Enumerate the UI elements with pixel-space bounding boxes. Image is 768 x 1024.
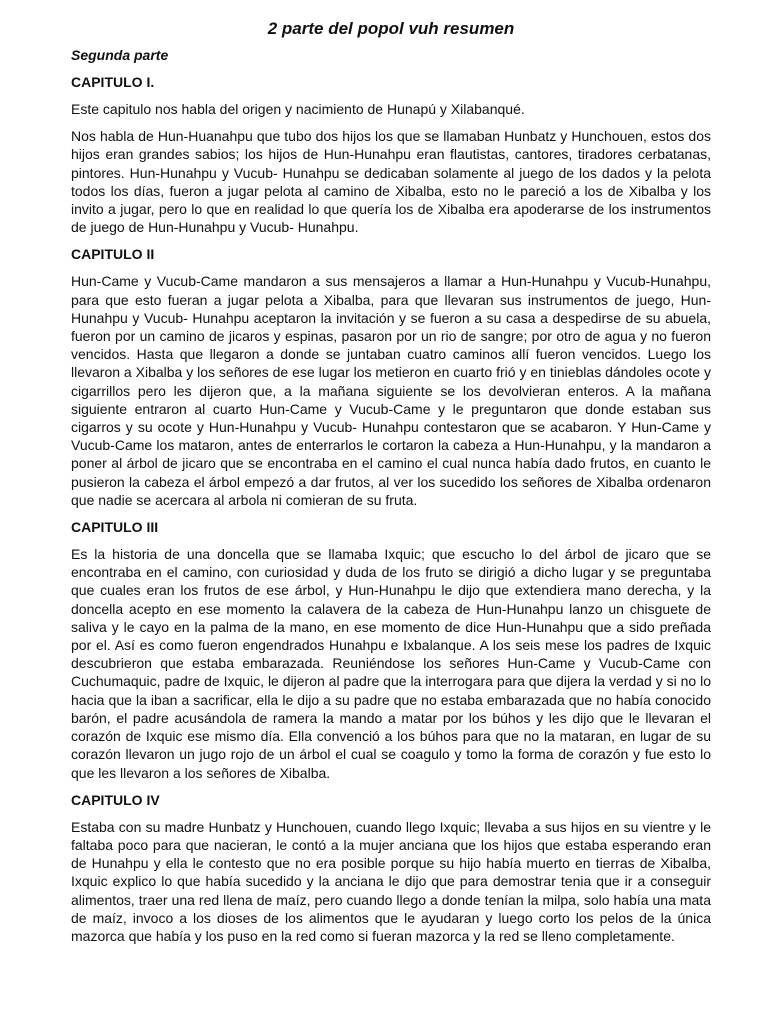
chapter-paragraph: Es la historia de una doncella que se llamaba Ixquic; que escucho lo del árbol de jicaro que se encontraba en el camino, con curiosidad y duda de los fruto se dirigió a dicho lugar y se preguntaba que cuales eran los frutos de ese árbol, y Hun-Hunahpu le dijo que extendiera mano derecha, y la doncella acepto en ese momento la calavera de la cabeza de Hun-Hunahpu lanzo un chisguete de saliva y le cayo en la palma de la mano, en ese momento de dice Hun-Hunahpu que a sido preñada por el. Así es como fueron engendrados Hunahpu e Ixbalanque. A los seis mese los padres de Ixquic descubrieron que estaba embarazada. Reuniéndose los señores Hun-Came y Vucub-Came con Cuchumaquic, padre de Ixquic, le dijeron al padre que la interrogara para que dijera la verdad y si no lo hacia que la iban a sacrificar, ella le dijo a su padre que no estaba embarazada que no había conocido barón, el padre acusándola de ramera la mando a matar por los búhos y les dijo que le llevaran el corazón de Ixquic ese mismo día. Ella convenció a los búhos para que no la mataran, en lugar de su corazón llevaron un jugo rojo de un árbol el cual se coagulo y tomo la forma de corazón y fue esto lo que les llevaron a los señores de Xibalba.	[71, 546, 711, 781]
document-page	[71, 18, 711, 954]
document-title: 2 parte del popol vuh resumen	[267, 19, 515, 38]
chapter-heading: CAPITULO IV	[71, 791, 160, 808]
chapter-heading: CAPITULO II	[71, 246, 155, 263]
chapter-2	[71, 245, 711, 509]
chapter-heading: CAPITULO I.	[71, 74, 155, 90]
chapter-paragraph: Hun-Came y Vucub-Came mandaron a sus mensajeros a llamar a Hun-Hunahpu y Vucub-Hunahpu, para que esto fueran a jugar pelota a Xibalba, para que llevaran sus instrumentos de juego, Hun-Hunahpu y Vucub- Hunahpu aceptaron la invitación y se fueron a su casa a despedirse de su abuela, fueron por un camino de jicaros y espinas, pasaron por un rio de sangre; por otro de agua y no fueron vencidos. Hasta que llegaron a donde se juntaban cuatro caminos allí fueron vencidos. Luego los llevaron a Xibalba y los señores de ese lugar los metieron en cuarto frió y en tinieblas dándoles ocote y cigarrillos pero les dijeron que, a la mañana siguiente se los devolvieran enteros. A la mañana siguiente entraron al cuarto Hun-Came y Vucub-Came y le preguntaron que donde estaban sus cigarros y su ocote y Hun-Hunahpu y Vucub- Hunahpu contestaron que se acabaron. Y Hun-Came y Vucub-Came los mataron, antes de enterrarlos le cortaron la cabeza a Hun-Hunahpu, y la mandaron a poner al árbol de jicaro que se encontraba en el camino el cual nunca había dado frutos, en cuanto le pusieron la cabeza el árbol empezó a dar frutos, al ver los sucedido los señores de Xibalba ordenaron que nadie se acercara al arbola ni comieran de su fruta.	[71, 273, 711, 508]
chapter-4	[71, 791, 711, 945]
chapter-3	[71, 518, 711, 782]
chapter-1	[71, 73, 711, 236]
chapter-heading: CAPITULO III	[71, 519, 159, 536]
chapter-paragraph: Nos habla de Hun-Huanahpu que tubo dos hijos los que se llamaban Hunbatz y Hunchouen, estos dos hijos eran grandes sabios; los hijos de Hun-Hunahpu eran flautistas, cantores, tiradores cerbatanas, pintores. Hun-Hunahpu y Vucub- Hunahpu se dedicaban solamente al juego de los dados y la pelota todos los días, fueron a jugar pelota al camino de Xibalba, esto no le pareció a los de Xibalba y los invito a jugar, pero lo que en realidad lo que quería los de Xibalba era apoderarse de los instrumentos de juego de Hun-Hunahpu y Vucub- Hunahpu.	[71, 128, 711, 236]
chapter-paragraph: Este capitulo nos habla del origen y nacimiento de Hunapú y Xilabanqué.	[71, 101, 525, 117]
part-heading: Segunda parte	[71, 47, 169, 63]
chapter-paragraph: Estaba con su madre Hunbatz y Hunchouen, cuando llego Ixquic; llevaba a sus hijos en su vientre y le faltaba poco para que nacieran, le contó a la mujer anciana que los hijos que estaba esperando eran de Hunahpu y ella le contesto que no era posible porque su hijo había muerto en tierras de Xibalba, Ixquic explico lo que había sucedido y la anciana le dijo que para demostrar tenia que ir a conseguir alimentos, traer una red llena de maíz, pero cuando llego a donde tenían la milpa, solo había una mata de maíz, invoco a los dioses de los alimentos que le ayudaran y luego corto los pelos de la única mazorca que había y los puso en la red como si fueran mazorca y la red se lleno completamente.	[71, 818, 711, 944]
